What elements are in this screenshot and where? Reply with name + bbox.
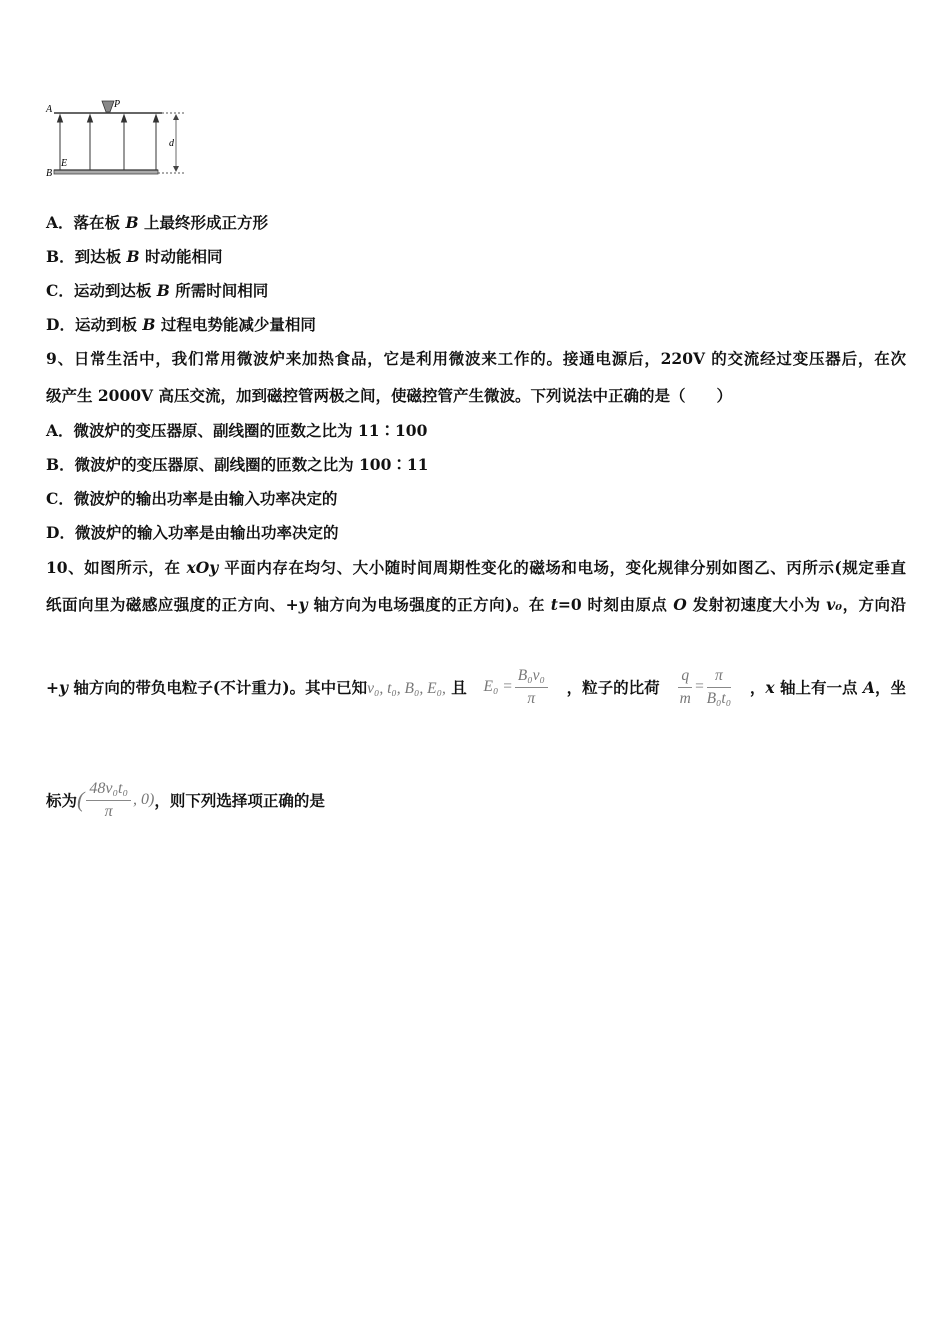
- point-a-coordinate-formula: ( $\frac{\text{48v₀t₀}}{\pi}$ , 0): [77, 779, 155, 820]
- known-variables: v₀, t₀, B₀, E₀,: [367, 680, 446, 697]
- q10-stem-line4: 标为 ( $\frac{\text{48v₀t₀}}{\pi}$ , 0) ，则下列选择项正确的是: [46, 779, 325, 820]
- label-A: A: [46, 104, 53, 115]
- label-d: d: [169, 138, 174, 149]
- label-B: B: [46, 168, 53, 179]
- q9-option-c: C．微波炉的输出功率是由输入功率决定的: [46, 489, 338, 508]
- q9-stem-line1: 9、日常生活中，我们常用微波炉来加热食品，它是利用微波来工作的。接通电源后，220V 的交流经过变压器后，在次: [46, 349, 906, 368]
- q9-option-a: A．微波炉的变压器原、副线圈的匝数之比为 11∶100: [46, 421, 428, 440]
- q8-option-b: B．到达板 B 时动能相同: [46, 247, 223, 266]
- label-E: E: [61, 158, 68, 169]
- q10-stem-line3: +y 轴方向的带负电粒子(不计重力)。其中已知v₀, t₀, B₀, E₀, 且 E₀ = $\frac{\text{B₀v₀}}{\pi}$ ，粒子的比荷 $\frac{q}{m}$ = $\frac{\pi}{\text{B₀t₀}}$ ，x 轴上有一点 A，坐: [46, 666, 906, 707]
- q8-option-a: A．落在板 B 上最终形成正方形: [46, 213, 268, 232]
- q9-option-b: B．微波炉的变压器原、副线圈的匝数之比为 100∶11: [46, 455, 429, 474]
- q10-stem-line2: 纸面向里为磁感应强度的正方向、+y 轴方向为电场强度的正方向)。在 t=0 时刻由原点 O 发射初速度大小为 v₀，方向沿: [46, 595, 906, 614]
- e0-formula: E₀ = $\frac{\text{B₀v₀}}{\pi}$: [484, 667, 550, 708]
- source-P: [102, 101, 114, 112]
- q8-option-d: D．运动到板 B 过程电势能减少量相同: [46, 315, 316, 334]
- charge-mass-ratio-formula: $\frac{q}{m}$ = $\frac{\pi}{\text{B₀t₀}}$: [679, 666, 732, 707]
- q8-option-c: C．运动到达板 B 所需时间相同: [46, 281, 269, 300]
- q9-stem-line2: 级产生 2000V 高压交流，加到磁控管两极之间，使磁控管产生微波。下列说法中正确的是（ ）: [46, 386, 732, 405]
- plate-B: [54, 170, 158, 174]
- q10-stem-line1: 10、如图所示，在 xOy 平面内存在均匀、大小随时间周期性变化的磁场和电场，变化规律分别如图乙、丙所示(规定垂直: [46, 558, 907, 577]
- capacitor-plates-figure: [44, 96, 194, 186]
- label-P: P: [114, 99, 121, 110]
- field-lines: [58, 115, 159, 170]
- q9-option-d: D．微波炉的输入功率是由输出功率决定的: [46, 523, 339, 542]
